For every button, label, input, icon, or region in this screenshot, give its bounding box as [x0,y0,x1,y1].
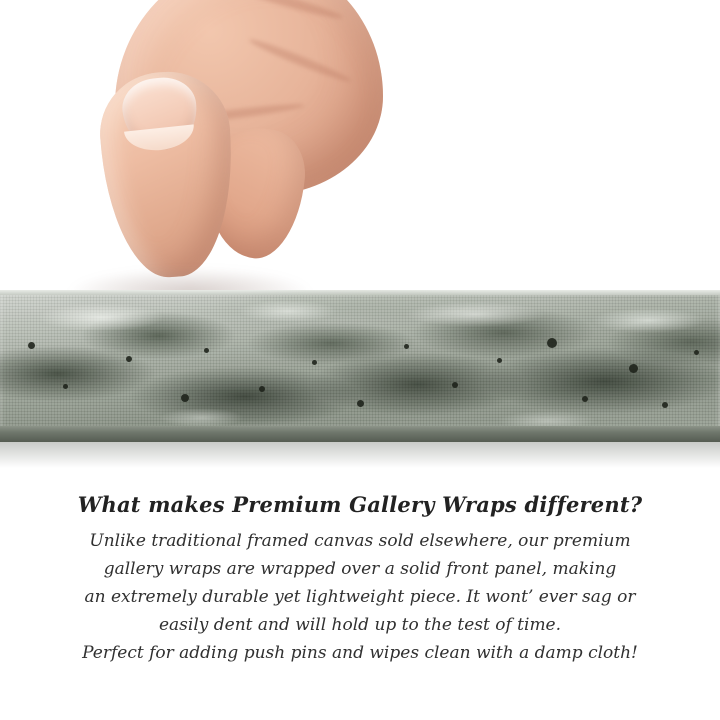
canvas-edge-slab [0,290,720,442]
caption-line: Perfect for adding push pins and wipes clean with a damp cloth! [82,643,638,663]
caption-block [0,492,720,667]
canvas-bottom-edge [0,426,720,442]
caption-line: easily dent and will hold up to the test of time. [158,615,562,635]
caption-line: Unlike traditional framed canvas sold elsewhere, our premium [89,531,631,551]
caption-line: gallery wraps are wrapped over a solid front panel, making [103,559,617,579]
caption-line: an extremely durable yet lightweight piece. It wont’ ever sag or [84,587,636,607]
caption-body [0,527,720,667]
caption-heading: What makes Premium Gallery Wraps different? [77,492,643,517]
canvas-cast-shadow [0,442,720,468]
canvas-texture-spots [0,290,720,442]
